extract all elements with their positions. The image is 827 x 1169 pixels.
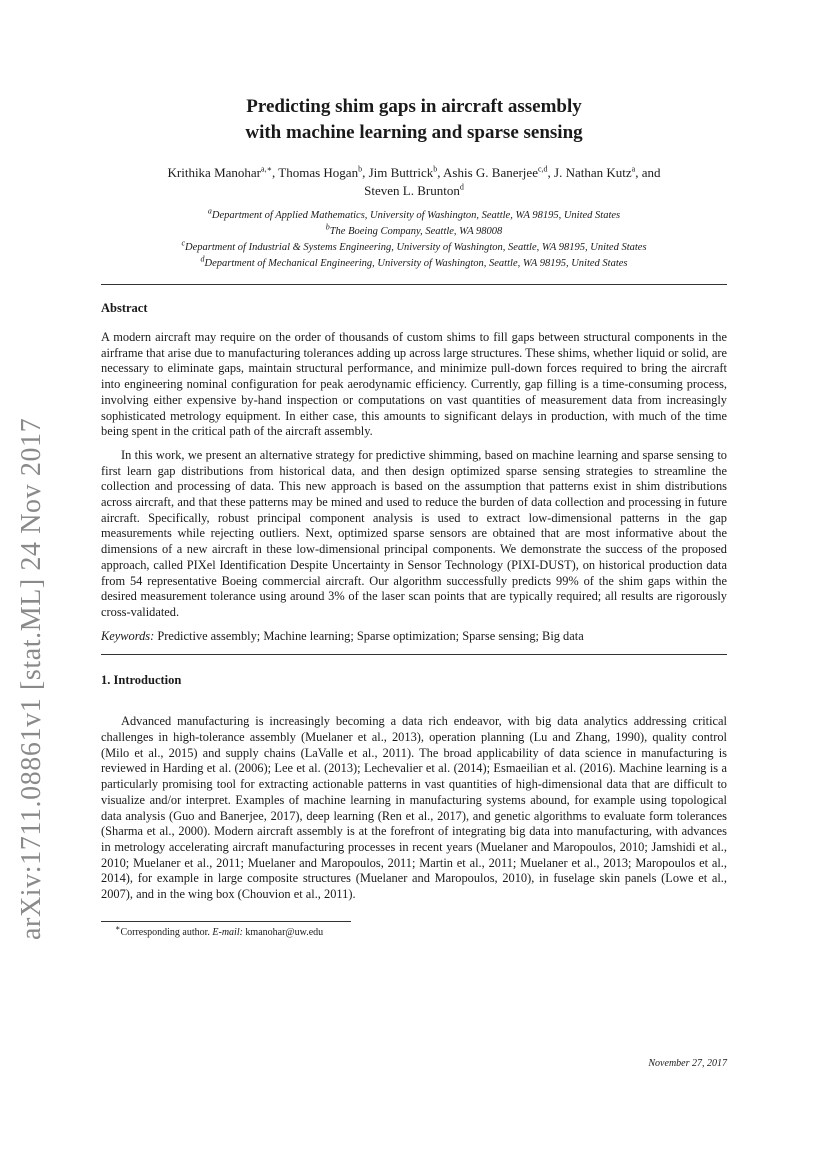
footnote-mark: ∗ (115, 923, 121, 933)
affiliation-mark: b (325, 222, 330, 232)
affiliation-text: The Boeing Company, Seattle, WA 98008 (329, 226, 503, 237)
preprint-date: November 27, 2017 (648, 1058, 727, 1069)
affiliation-mark: d (200, 254, 205, 264)
abstract-bottom-rule (101, 654, 727, 655)
author-affiliation-mark: d (459, 182, 464, 192)
affiliation-list (101, 208, 727, 272)
author-name: J. Nathan Kutz (554, 165, 632, 180)
title-line-2: with machine learning and sparse sensing (245, 122, 583, 143)
author-name: Ashis G. Banerjee (443, 165, 538, 180)
abstract-paragraph-1: A modern aircraft may require on the order of thousands of custom shims to fill gaps between structural components in the airframe that arise due to manufacturing tolerances adding up across large structures. These shims, whether liquid or solid, are necessary to eliminate gaps, maintain structural performance, and minimize pull-down forces required to bring the aircraft into engineering nominal configuration for peak aerodynamic efficiency. Currently, gap filling is a time-consuming process, involving either expensive by-hand inspection or computations on vast quantities of measurement data from increasingly sophisticated metrology equipment. In either case, this amounts to significant delays in production, with much of the time being spent in the critical path of the aircraft assembly. (101, 330, 727, 439)
affiliation-mark: c (181, 238, 186, 248)
author-affiliation-mark: a,∗ (261, 164, 273, 174)
author-separator: , (362, 165, 369, 180)
paper-title (101, 94, 727, 146)
affiliation-text: Department of Applied Mathematics, University of Washington, Seattle, WA 98195, United States (211, 210, 621, 221)
author-name: Thomas Hogan (278, 165, 359, 180)
affiliation-item (101, 240, 727, 256)
corresponding-author-footnote (101, 923, 727, 940)
abstract-heading: Abstract (101, 301, 148, 315)
affiliation-mark: a (207, 206, 212, 216)
author-affiliation-mark: b (358, 164, 363, 174)
affiliation-item (101, 256, 727, 272)
footnote-label: Corresponding author. (120, 926, 210, 938)
affiliation-item (101, 208, 727, 224)
footnote-email[interactable]: kmanohar@uw.edu (245, 926, 324, 938)
title-line-1: Predicting shim gaps in aircraft assembly (246, 96, 582, 117)
author-affiliation-mark: b (433, 164, 438, 174)
author-name: Krithika Manohar (167, 165, 262, 180)
affiliation-item (101, 224, 727, 240)
footnote-email-label: E-mail: (212, 926, 243, 938)
author-separator: , (272, 165, 279, 180)
author-list (101, 164, 727, 200)
keywords-line (101, 629, 727, 645)
author-separator: , (547, 165, 555, 180)
abstract-top-rule (101, 284, 727, 285)
introduction-paragraph-1: Advanced manufacturing is increasingly becoming a data rich endeavor, with big data analytics addressing critical challenges in high-tolerance assembly (Muelaner et al., 2013), operation planning (Lu and Zhang, 1990), quality control (Milo et al., 2015) and supply chains (LaValle et al., 2011). The broad applicability of data science in manufacturing is reviewed in Harding et al. (2006); Lee et al. (2013); Lechevalier et al. (2014); Esmaeilian et al. (2016). Machine learning is a particularly promising tool for extracting actionable patterns in vast quantities of high-dimensional data that are difficult to visualize and/or interpret. Examples of machine learning in manufacturing systems abound, for example using topological data analysis (Guo and Banerjee, 2017), deep learning (Ren et al., 2017), and genetic algorithms to evaluate form tolerances (Sharma et al., 2000). Modern aircraft assembly is at the forefront of integrating big data into manufacturing, with advances in metrology accelerating aircraft manufacturing processes in recent years (Muelaner and Maropoulos, 2010; Jamshidi et al., 2010; Muelaner et al., 2011; Muelaner and Maropoulos, 2011; Martin et al., 2011; Muelaner et al., 2013; Maropoulos et al., 2014), for example in large composite structures (Muelaner and Maropoulos, 2010), in fuselage skin panels (Lowe et al., 2007), and in the wing box (Chouvion et al., 2011). (101, 714, 727, 902)
keywords-label: Keywords: (101, 628, 155, 643)
paper-page (101, 94, 727, 940)
author-name: Steven L. Brunton (364, 183, 460, 198)
keywords-text: Predictive assembly; Machine learning; Sparse optimization; Sparse sensing; Big data (157, 628, 584, 643)
abstract-paragraph-2: In this work, we present an alternative strategy for predictive shimming, based on machine learning and sparse sensing to first learn gap distributions from historical data, and then design optimized sparse sensing strategies to streamline the collection and processing of data. This new approach is based on the assumption that patterns exist in shim distributions across aircraft, and that these patterns may be mined and used to reduce the burden of data collection and processing in future aircraft. Specifically, robust principal component analysis is used to extract low-dimensional patterns in the gap measurements while rejecting outliers. Next, optimized sparse sensors are obtained that are most informative about the dimensions of a new aircraft in these low-dimensional principal components. We demonstrate the success of the proposed approach, called PIXel Identification Despite Uncertainty in Sensor Technology (PIXI-DUST), on historical production data from 54 representative Boeing commercial aircraft. Our algorithm successfully predicts 99% of the shim gaps within the desired measurement tolerance using around 3% of the laser scan points that are typically required; all results are rigorously cross-validated. (101, 447, 727, 619)
author-affiliation-mark: c,d (537, 164, 548, 174)
author-name: Jim Buttrick (368, 165, 434, 180)
author-affiliation-mark: a (631, 164, 636, 174)
introduction-heading: 1. Introduction (101, 673, 182, 688)
author-separator: , (437, 165, 444, 180)
affiliation-text: Department of Industrial & Systems Engineering, University of Washington, Seattle, WA 98195, United States (185, 242, 647, 253)
footnote-rule (101, 921, 351, 922)
affiliation-text: Department of Mechanical Engineering, University of Washington, Seattle, WA 98195, United States (204, 258, 628, 269)
author-separator: , and (635, 165, 661, 180)
arxiv-identifier-stamp: arXiv:1711.08861v1 [stat.ML] 24 Nov 2017 (16, 417, 47, 940)
